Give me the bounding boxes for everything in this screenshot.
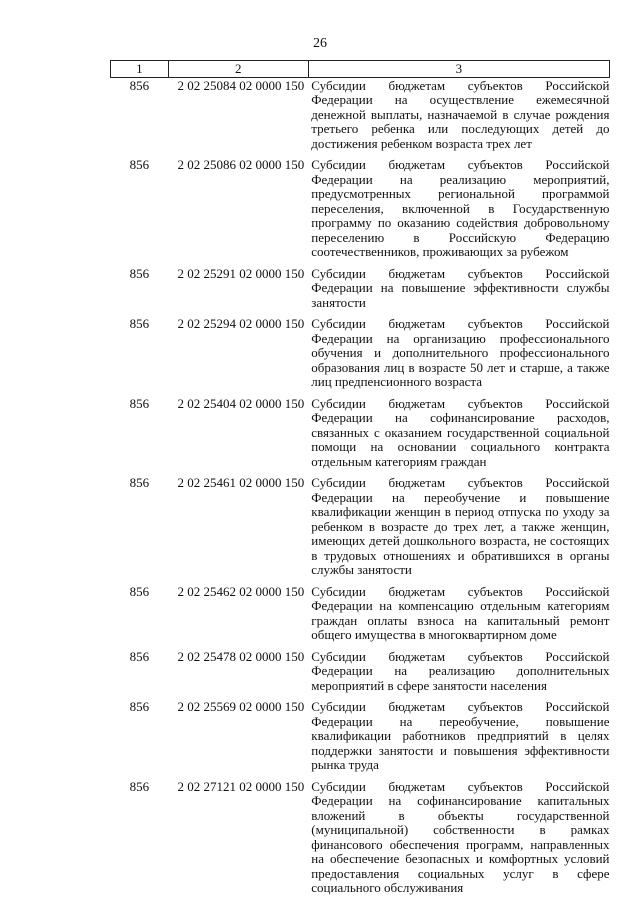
table-row <box>111 77 610 158</box>
page-number: 26 <box>313 36 327 51</box>
revenue-code-cell: 2 02 25478 02 0000 150 <box>177 648 305 664</box>
admin-code-cell: 856 <box>129 157 150 172</box>
revenue-code-cell: 2 02 25086 02 0000 150 <box>177 157 305 172</box>
revenue-code-cell: 2 02 25404 02 0000 150 <box>177 395 305 411</box>
revenue-name-cell: Субсидии бюджетам субъектов Российской Федерации на осуществление ежемесячной денежной выплаты, назначаемой в случае рождения третьего ребенка или последующих детей до достижения ребенком возраста трех лет <box>311 77 610 151</box>
budget-revenue-table <box>110 60 610 903</box>
revenue-name-cell: Субсидии бюджетам субъектов Российской Федерации на компенсацию отдельным категориям граждан оплаты взноса на капитальный ремонт общего имущества в многоквартирном доме <box>311 583 610 642</box>
revenue-name-cell: Субсидии бюджетам субъектов Российской Федерации на повышение эффективности службы занятости <box>311 265 610 310</box>
table-row <box>111 158 610 267</box>
revenue-name-cell: Субсидии бюджетам субъектов Российской Федерации на организацию профессионального обучения и дополнительного профессионального образования лиц в возрасте 50 лет и старше, а также лиц предпенсионного возраста <box>311 316 610 389</box>
admin-code-cell: 856 <box>129 395 150 411</box>
table-header-row <box>111 61 610 78</box>
admin-code-cell: 856 <box>129 265 150 281</box>
table-row <box>111 317 610 397</box>
admin-code-cell: 856 <box>129 583 150 599</box>
column-header-2: 2 <box>168 61 308 78</box>
admin-code-cell: 856 <box>129 778 150 794</box>
table-row <box>111 650 610 701</box>
admin-code-cell: 856 <box>129 699 150 714</box>
revenue-code-cell: 2 02 25569 02 0000 150 <box>177 699 305 714</box>
revenue-name-cell: Субсидии бюджетам субъектов Российской Федерации на софинансирование капитальных вложений в объекты государственной (муниципальной) собственности в рамках финансового обеспечения программ, направленных на обеспечение безопасных и комфортных условий предоставления социальных услуг в сфере социального обслуживания <box>311 778 610 895</box>
revenue-code-cell: 2 02 25291 02 0000 150 <box>177 265 305 281</box>
admin-code-cell: 856 <box>129 77 150 93</box>
revenue-code-cell: 2 02 27121 02 0000 150 <box>177 778 305 794</box>
revenue-name-cell: Субсидии бюджетам субъектов Российской Федерации на переобучение и повышение квалификации женщин в период отпуска по уходу за ребенком в возрасте до трех лет, а также женщин, имеющих детей дошкольного возраста, не состоящих в трудовых отношениях и обратившихся в органы службы занятости <box>311 475 610 577</box>
table-row <box>111 267 610 318</box>
revenue-name-cell: Субсидии бюджетам субъектов Российской Федерации на реализацию мероприятий, предусмотренных региональной программой переселения, включенной в Государственную программу по оказанию содействия добровольному переселению в Российскую Федерацию соотечественников, проживающих за рубежом <box>311 157 610 259</box>
revenue-code-cell: 2 02 25294 02 0000 150 <box>177 316 305 331</box>
admin-code-cell: 856 <box>129 475 150 490</box>
revenue-code-cell: 2 02 25462 02 0000 150 <box>177 583 305 599</box>
admin-code-cell: 856 <box>129 648 150 664</box>
revenue-name-cell: Субсидии бюджетам субъектов Российской Федерации на реализацию дополнительных мероприятий в сфере занятости населения <box>311 648 610 693</box>
admin-code-cell: 856 <box>129 316 150 331</box>
table-row <box>111 476 610 585</box>
column-header-1: 1 <box>111 61 169 78</box>
revenue-code-cell: 2 02 25084 02 0000 150 <box>177 77 305 93</box>
table-row <box>111 780 610 903</box>
table-row <box>111 585 610 650</box>
revenue-name-cell: Субсидии бюджетам субъектов Российской Федерации на переобучение, повышение квалификации работников предприятий в целях поддержки занятости и повышения эффективности рынка труда <box>311 699 610 772</box>
column-header-3: 3 <box>308 61 609 78</box>
table-row <box>111 397 610 477</box>
revenue-code-cell: 2 02 25461 02 0000 150 <box>177 475 305 490</box>
table-row <box>111 700 610 780</box>
revenue-name-cell: Субсидии бюджетам субъектов Российской Федерации на софинансирование расходов, связанных с оказанием государственной социальной помощи на основании социального контракта отдельным категориям граждан <box>311 395 610 469</box>
